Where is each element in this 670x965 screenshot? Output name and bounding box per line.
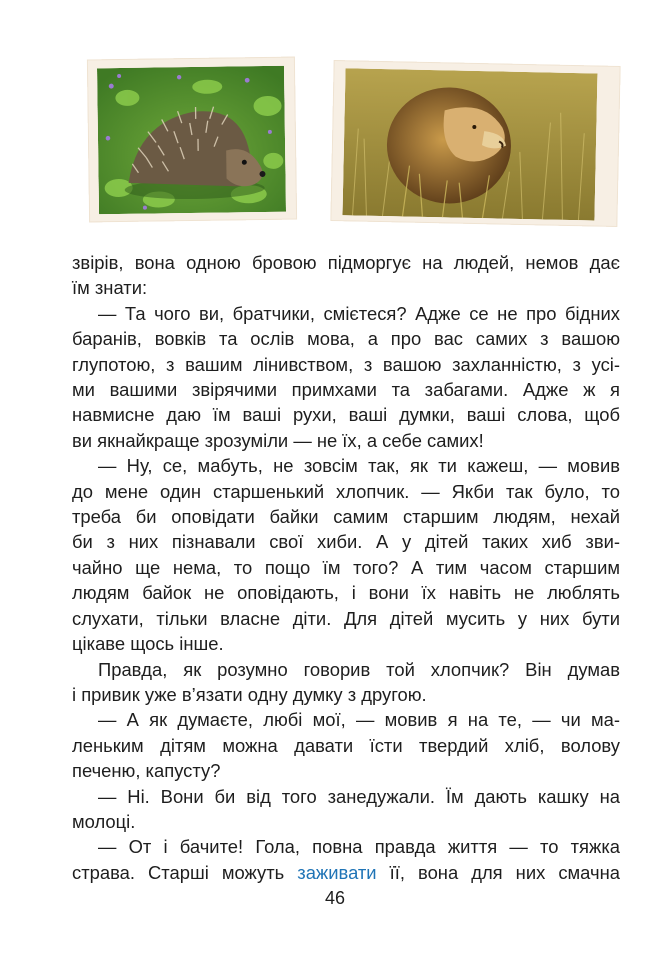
paragraph-1-line-2: їм знати: (72, 277, 148, 299)
paragraph-5-line-2: леньким дітям можна давати їсти твердий хліб, волову (72, 734, 620, 756)
paragraph-7-suffix: її, вона для них смачна (376, 861, 620, 883)
paragraph-5-line-3: печеню, капусту? (72, 760, 221, 782)
paragraph-3-line-4: би з них пізнавали свої хиби. А у дітей таких хиб зви- (72, 531, 620, 553)
paragraph-3-line-7: слухати, тільки власне діти. Для дітей мусить у них бути (72, 607, 620, 629)
lion-photo (342, 68, 597, 220)
paragraph-4-line-2: і привик уже в’язати одну думку з другою. (72, 683, 427, 705)
paragraph-2-line-1: — Та чого ви, братчики, смієтеся? Адже се не про бідних (98, 302, 620, 324)
paragraph-7-prefix: страва. Старші можуть (72, 861, 298, 883)
paragraph-2-line-3: глупотою, з вашим лінивством, з вашою захланністю, з усі- (72, 353, 620, 375)
paragraph-4-line-1: Правда, як розумно говорив той хлопчик? Він думав (98, 658, 620, 680)
paragraph-3-line-5: чайно ще нема, то пощо їм того? А тим часом старшим (72, 556, 620, 578)
paragraph-7-line-2 (72, 860, 620, 885)
paragraph-2-line-4: ми вашими звірячими примхами та забагами. Адже ж я (72, 379, 620, 401)
paragraph-3-line-3: треба би оповідати байки самим старшим людям, нехай (72, 506, 620, 528)
paragraph-3-line-2: до мене один старшенький хлопчик. — Якби так було, то (72, 480, 620, 502)
paragraph-2-line-5: навмисне даю їм ваші рухи, ваші думки, ваші слова, щоб (72, 404, 620, 426)
story-text (72, 250, 620, 885)
paragraph-7-line-1: — От і бачите! Гола, повна правда життя — то тяжка (98, 836, 620, 858)
paragraph-3-line-8: цікаве щось інше. (72, 633, 224, 655)
paragraph-6-line-2: молоці. (72, 810, 136, 832)
paragraph-2-line-2: баранів, вовків та ослів мова, а про вас самих з вашою (72, 328, 620, 350)
lion-photo-frame (330, 60, 620, 227)
paragraph-2-line-6: ви якнайкраще зрозуміли — не їх, а себе самих! (72, 429, 484, 451)
hedgehog-photo-frame (87, 57, 297, 223)
paragraph-1-line-1: звірів, вона одною бровою підморгує на людей, немов дає (72, 252, 620, 273)
paragraph-3-line-6: людям байок не оповідають, і вони їх навіть не люблять (72, 582, 620, 604)
page-number: 46 (324, 888, 346, 908)
glossary-word-link[interactable]: заживати (297, 861, 377, 883)
paragraph-6-line-1: — Ні. Вони би від того занедужали. Їм дають кашку на (98, 785, 620, 807)
hedgehog-photo (97, 66, 286, 215)
paragraph-5-line-1: — А як думаєте, любі мої, — мовив я на те, — чи ма- (98, 709, 620, 731)
paragraph-3-line-1: — Ну, се, мабуть, не зовсім так, як ти кажеш, — мовив (98, 455, 620, 477)
